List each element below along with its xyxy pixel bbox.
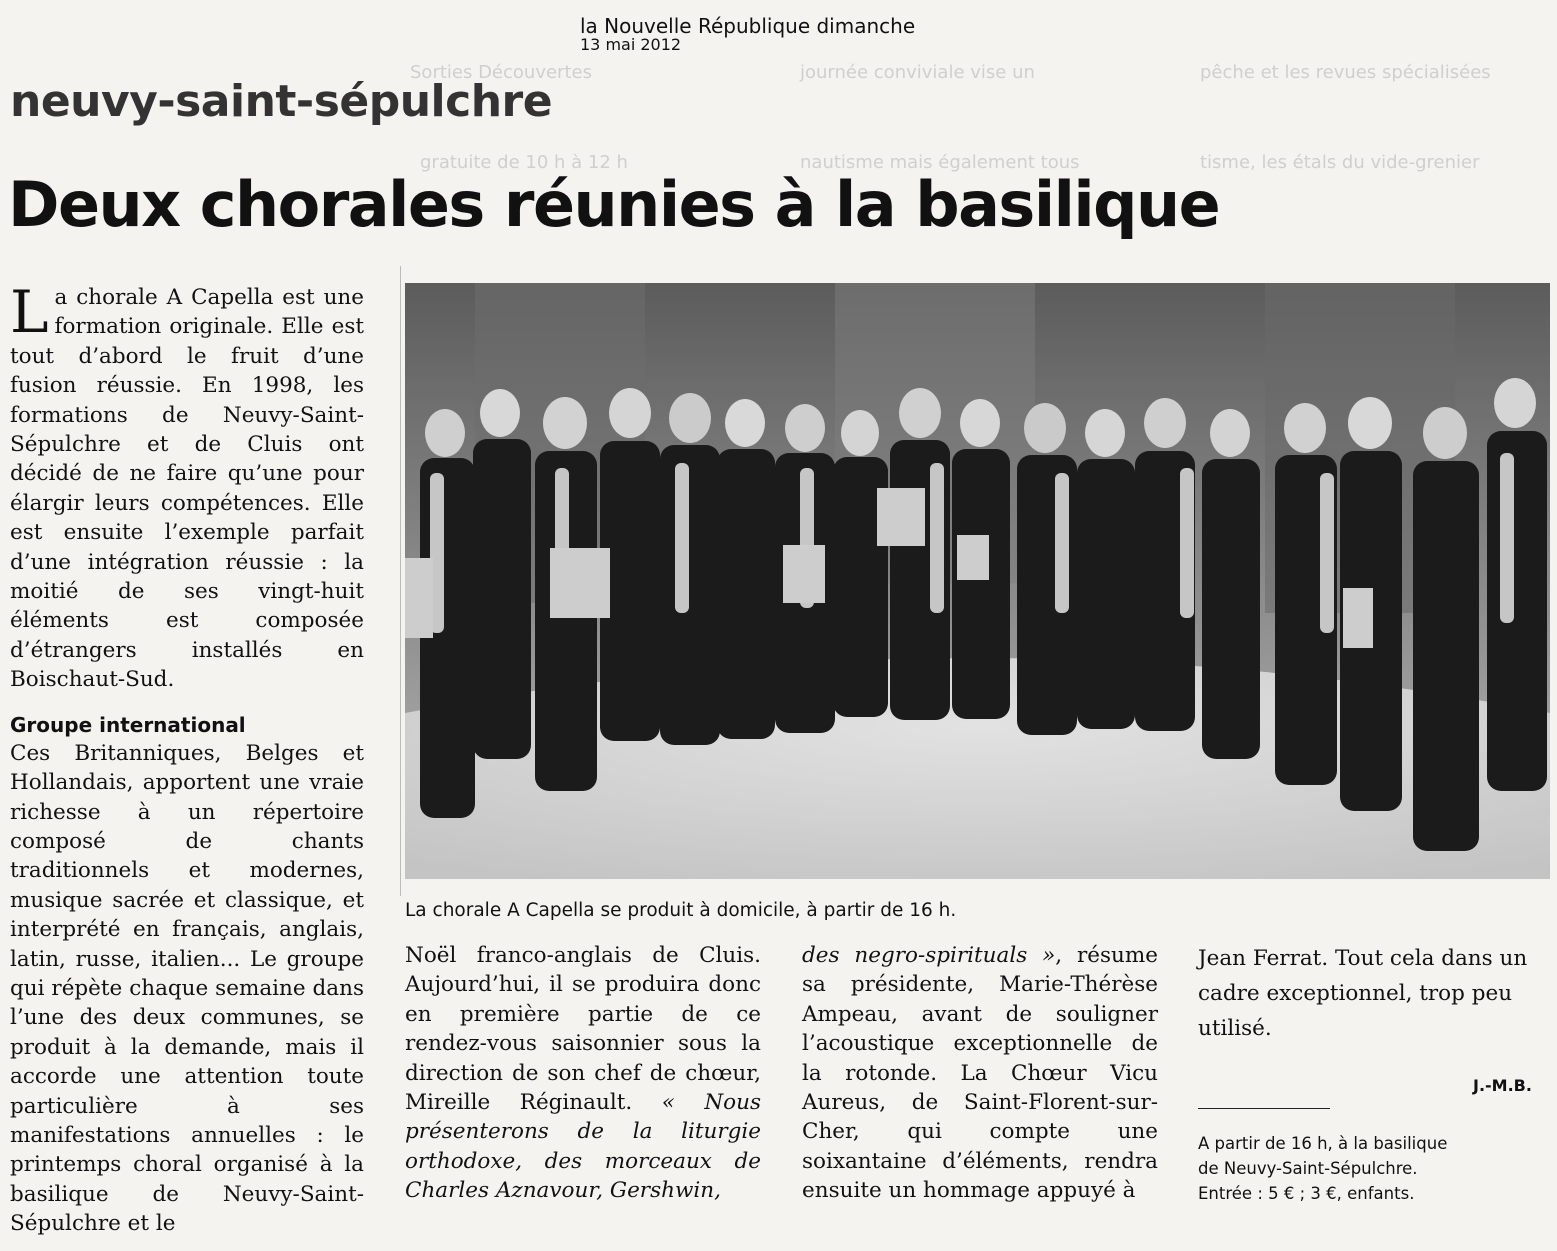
choir-photo-image — [405, 283, 1550, 879]
publication-date: 13 mai 2012 — [580, 35, 682, 54]
section-title: neuvy-saint-sépulchre — [10, 76, 553, 127]
info-venue: de Neuvy-Saint-Sépulchre. — [1198, 1159, 1418, 1178]
column-2-text — [405, 941, 761, 1206]
paragraph-group: Ces Britanniques, Belges et Hollandais, apportent une vraie richesse à un répertoire composé de chants traditionnels et modernes, musique sacrée et classique, et interprété en français, anglais, latin, russe, italien... Le groupe qui répète chaque semaine dans l’une des deux communes, se produit à la demande, mais il accorde une attention toute particulière à ses manifestations annuelles : le printemps choral organisé à la basilique de Neuvy-Saint-Sépulchre et le — [10, 740, 364, 1237]
column-4-paragraph: Jean Ferrat. Tout cela dans un cadre exceptionnel, trop peu utilisé. — [1198, 946, 1528, 1041]
article-column-2 — [405, 941, 761, 1206]
article-column-4 — [1198, 941, 1550, 1046]
intro-text: a chorale A Capella est une formation originale. Elle est tout d’abord le fruit d’une fusion réussie. En 1998, les formations de Neuvy-Saint-Sépulchre et de Cluis ont décidé de ne faire qu’une pour élargir leurs compétences. Elle est ensuite l’exemple parfait d’une intégration réussie : la moitié de ses vingt-huit éléments est composée d’étrangers installés en Boischaut-Sud. — [10, 285, 364, 693]
publication-name: la Nouvelle République dimanche — [580, 14, 916, 38]
column-divider — [400, 266, 401, 896]
column-3-text — [802, 941, 1158, 1206]
column-2-quote: « Nous présenterons de la liturgie orthodoxe, des morceaux de Charles Aznavour, Gershwin, — [405, 1090, 761, 1204]
column-3-paragraph: , résume sa présidente, Marie-Thérèse Ampeau, avant de souligner l’acoustique exceptionnelle de la rotonde. La Chœur Vicu Aureus, de Saint-Florent-sur-Cher, qui compte une soixantaine d’éléments, rendra ensuite un hommage appuyé à — [802, 943, 1158, 1204]
info-time-place: A partir de 16 h, à la basilique — [1198, 1134, 1448, 1153]
article-column-1 — [10, 278, 364, 1239]
photo-caption: La chorale A Capella se produit à domicile, à partir de 16 h. — [405, 900, 957, 921]
article-column-3 — [802, 941, 1158, 1206]
info-rule — [1198, 1108, 1330, 1109]
headline: Deux chorales réunies à la basilique — [8, 168, 1220, 241]
choir-photo — [405, 283, 1550, 879]
info-price: Entrée : 5 € ; 3 €, enfants. — [1198, 1184, 1415, 1203]
source-line — [580, 16, 915, 54]
column-3-quote: des negro-spirituals » — [802, 943, 1056, 968]
column-2-paragraph: Noël franco-anglais de Cluis. Aujourd’hui, il se produira donc en première partie de ce rendez-vous saisonnier sous la direction de son chef de chœur, Mireille Réginault. — [405, 943, 761, 1116]
subheading: Groupe international — [10, 712, 246, 737]
author-signature: J.-M.B. — [1473, 1076, 1532, 1095]
paragraph-intro — [10, 278, 364, 695]
practical-info — [1198, 1131, 1447, 1206]
drop-cap: L — [10, 278, 49, 346]
